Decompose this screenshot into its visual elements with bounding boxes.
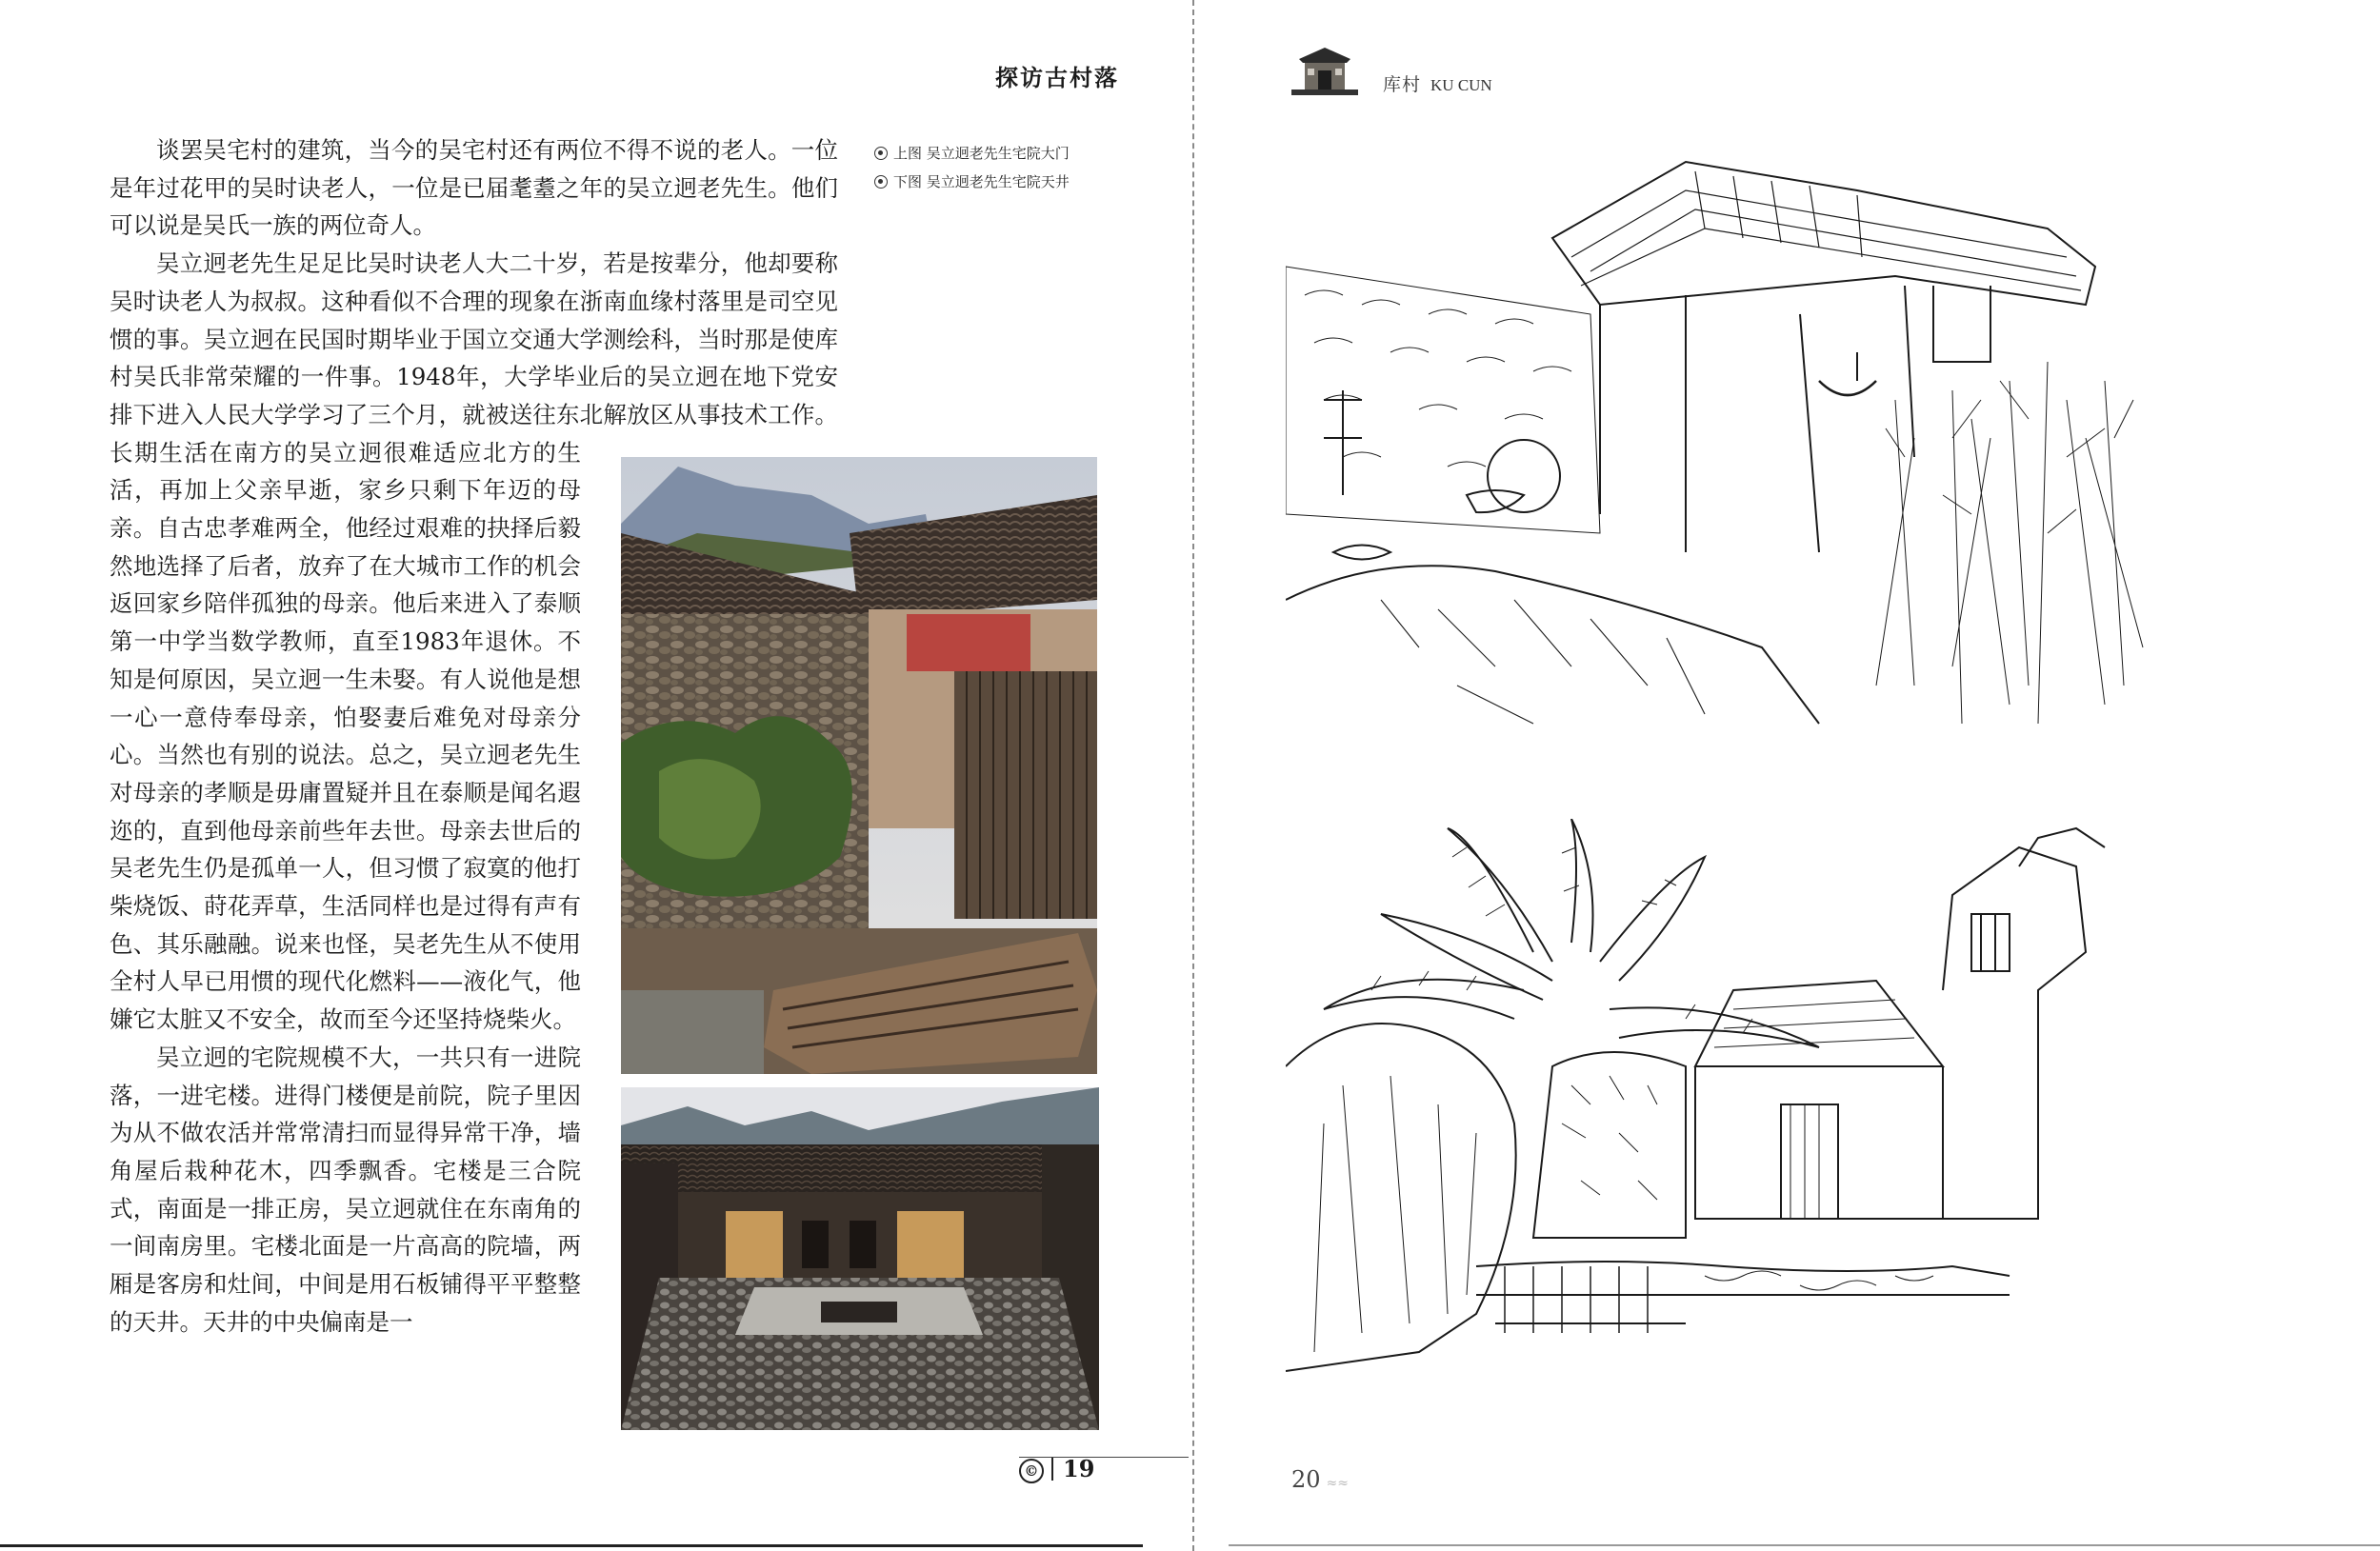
- sketch-courtyard-shed: [1286, 152, 2162, 752]
- folio-mark: ©: [1019, 1459, 1044, 1483]
- page-gutter-divider: [1192, 0, 1194, 1551]
- page-number-right: [1291, 1466, 1349, 1493]
- folio-ornament: ≈≈: [1326, 1476, 1350, 1491]
- folio-number-right: 20: [1291, 1466, 1321, 1493]
- caption-bottom: [874, 168, 1070, 196]
- left-page-bottom-rule: [0, 1544, 1143, 1547]
- photo-captions: [874, 139, 1070, 196]
- running-head-right-page: [1383, 70, 1492, 96]
- folio-number-left: 19: [1063, 1455, 1095, 1482]
- folio-bar: [1051, 1458, 1053, 1481]
- running-head-en: KU CUN: [1430, 76, 1492, 94]
- paragraph-3: 吴立迥的宅院规模不大，一共只有一进院落，一进宅楼。进得门楼便是前院，院子里因为从不做农活并常常清扫而显得异常干净，墙角屋后栽种花木，四季飘香。宅楼是三合院式，南面是一排正房，吴立迥就住在东南角的一间南房里。宅楼北面是一片高高的院墙，两厢是客房和灶间，中间是用石板铺得平平整整的天井。天井的中央偏南是一: [110, 1043, 581, 1336]
- sketch-banana-tree-house: [1286, 819, 2171, 1409]
- page-number-left: [1019, 1455, 1094, 1483]
- running-head-cn: 库村: [1383, 74, 1422, 95]
- paragraph-2: 吴立迥老先生足足比吴时诀老人大二十岁，若是按辈分，他却要称吴时诀老人为叔叔。这种看似不合理的现象在浙南血缘村落里是司空见惯的事。吴立迥在民国时期毕业于国立交通大学测绘科，当时那是使库村吴氏非常荣耀的一件事。1948年，大学毕业后的吴立迥在地下党安排下进入人民大学学习了三个月，就被送往东北解放区从事技术工作。长期生活在南方的吴立迥很难适应北方的生活，再加上父亲早逝，家乡只剩下年迈的母亲。自古忠孝难两全，他经过艰难的抉择后毅然地选择了后者，放弃了在大城市工作的机会返回家乡陪伴孤独的母亲。他后来进入了泰顺第一中学当数学教师，直至1983年退休。不知是何原因，吴立迥一生未娶。有人说他是想一心一意侍奉母亲，怕娶妻后难免对母亲分心。当然也有别的说法。总之，吴立迥老先生对母亲的孝顺是毋庸置疑并且在泰顺是闻名遐迩的，直到他母亲前些年去世。母亲去世后的吴老先生仍是孤单一人，但习惯了寂寞的他打柴烧饭、莳花弄草，生活同样也是过得有声有色、其乐融融。说来也怪，吴老先生从不使用全村人早已用惯的现代化燃料——液化气，他嫌它太脏又不安全，故而至今还坚持烧柴火。: [110, 249, 838, 1034]
- caption-bottom-text: 下图 吴立迥老先生宅院天井: [893, 173, 1070, 190]
- running-head-left-page: 探访古村落: [995, 64, 1119, 91]
- photo-courtyard-gate: [621, 457, 1097, 1074]
- caption-top-text: 上图 吴立迥老先生宅院大门: [893, 145, 1070, 162]
- paragraph-1: 谈罢吴宅村的建筑，当今的吴宅村还有两位不得不说的老人。一位是年过花甲的吴时诀老人，一位是已届耄耋之年的吴立迥老先生。他们可以说是吴氏一族的两位奇人。: [110, 136, 838, 240]
- circle-dot-icon: [874, 147, 888, 160]
- caption-top: [874, 139, 1070, 168]
- right-page-bottom-rule: [1229, 1544, 2380, 1546]
- village-gate-logo-icon: [1291, 46, 1358, 95]
- circle-dot-icon: [874, 175, 888, 189]
- photo-courtyard-patio: [621, 1087, 1099, 1430]
